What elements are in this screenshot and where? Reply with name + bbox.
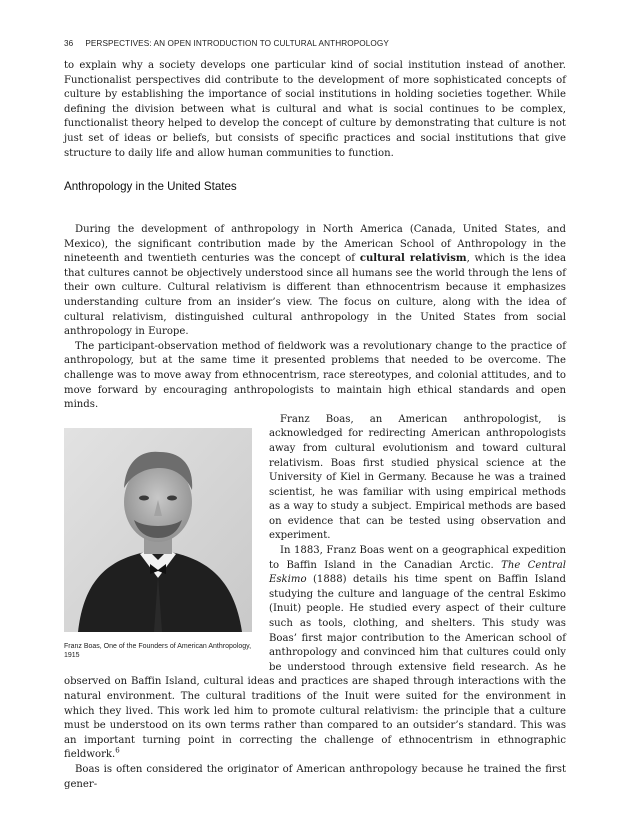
figure-franz-boas — [64, 428, 256, 660]
para1-text-start: During the development of anthropology in North America (Canada, United States, and Mexico), the significant contribution made by the American School of Anthropology in the nineteenth and twentieth centuries was the concept of — [64, 224, 566, 265]
key-term-cultural-relativism: cultural relativism — [359, 253, 467, 265]
page-number: 36 — [64, 39, 74, 48]
paragraph-cultural-relativism — [64, 223, 566, 340]
para1-text-end: , which is the idea that cultures cannot be objectively understood since all humans see the world through the lens of their own culture. Cultural relativism is different than ethnocentrism because it emphasizes understanding culture from an insider’s view. The focus on culture, along with the idea of cultural relativism, distinguished cultural anthropology in the United States from social anthropology in Europe. — [64, 253, 566, 338]
running-header — [64, 39, 389, 48]
para4-text-end: (1888) details his time spent on Baffin Island studying the culture and language of the central Eskimo (Inuit) people. He studied every aspect of their culture such as tools, clothing, and shelters. This study was Boas’ first major contribution to the American school of anthropology and convinced him that cultures could only be understood through extensive field research. As he observed on Baffin Island, cultural ideas and practices are shaped through interactions with the natural environment. The cultural traditions of the Inuit were suited for the environment in which they lived. This work led him to promote cultural relativism: the principle that a culture must be understood on its own terms rather than compared to an outsider’s standard. This was an important turning point in correcting the challenge of ethnocentrism in ethnographic fieldwork. — [64, 574, 566, 761]
footnote-marker[interactable]: 6 — [115, 747, 120, 756]
paragraph-franz-boas: Franz Boas, an American anthropologist, is acknowledged for redirecting American anthropologists away from cultural evolutionism and toward cultural relativism. Boas first studied physical science at the University of Kiel in Germany. Because he was a trained scientist, he was familiar with using empirical methods as a way to study a subject. Empirical methods are based on evidence that can be tested using observation and experiment. — [269, 413, 566, 542]
para4-text-start: In 1883, Franz Boas went on a geographical expedition to Baffin Island in the Canadian Arctic. — [269, 545, 566, 571]
section-heading: Anthropology in the United States — [64, 180, 237, 193]
section-body — [64, 223, 566, 792]
running-title: PERSPECTIVES: AN OPEN INTRODUCTION TO CULTURAL ANTHROPOLOGY — [85, 39, 389, 48]
figure-caption: Franz Boas, One of the Founders of American Anthropology, 1915 — [64, 642, 252, 659]
intro-paragraph: to explain why a society develops one particular kind of social institution instead of another. Functionalist perspectives did contribute to the development of more sophisticated concepts of culture by establishing the importance of social institutions in holding societies together. While defining the division between what is cultural and what is social continues to be complex, functionalist theory helped to develop the concept of culture by demonstrating that culture is not just set of ideas or beliefs, but consists of specific practices and social institutions that give structure to daily life and allow human communities to function. — [64, 60, 566, 159]
intro-paragraph-block — [64, 59, 566, 161]
portrait-photo — [64, 428, 252, 632]
paragraph-participant-observation: The participant-observation method of fieldwork was a revolutionary change to the practice of anthropology, but at the same time it presented problems that needed to be overcome. The challenge was to move away from ethnocentrism, race stereotypes, and colonial attitudes, and to move forward by encouraging anthropologists to maintain high ethical standards and open minds. — [64, 340, 566, 411]
book-title: The Central Eskimo — [269, 559, 566, 586]
paragraph-boas-originator: Boas is often considered the originator of American anthropology because he trained the first gener- — [64, 763, 566, 790]
